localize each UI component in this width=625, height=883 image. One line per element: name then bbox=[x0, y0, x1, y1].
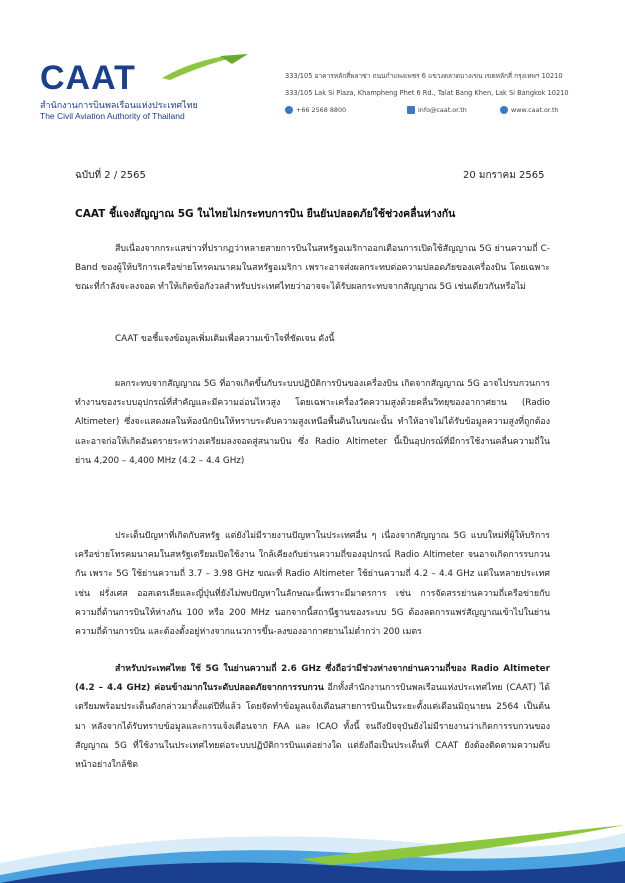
phone-contact bbox=[285, 106, 346, 114]
website-url: www.caat.or.th bbox=[511, 106, 559, 114]
logo-english-name: The Civil Aviation Authority of Thailand bbox=[40, 111, 185, 121]
paragraph-4: ประเด็นปัญหาที่เกิดกับสหรัฐ แต่ยังไม่มีรายงานปัญหาในประเทศอื่น ๆ เนื่องจากสัญญาณ 5G แบบใหม่ที่ผู้ให้บริการเครือข่ายโทรคมนาคมในสหรัฐเตรียมเปิดใช้งาน ใกล้เคียงกับย่านความถี่ของอุปกรณ์ Radio Altimeter จนอาจเกิดการรบกวนกัน เพราะ 5G ใช้ย่านความถี่ 3.7 – 3.98 GHz ขณะที่ Radio Altimeter ใช้ย่านความถี่ 4.2 – 4.4 GHz แต่ในหลายประเทศ เช่น ฝรั่งเศส ออสเตรเลียและญี่ปุ่นที่ยังไม่พบปัญหาในลักษณะนี้เพราะมีมาตรการ เช่น การจัดสรรย่านความถี่เครือข่ายกับความถี่ด้านการบินให้ห่างกัน 100 หรือ 200 MHz นอกจากนี้สถานีฐานของระบบ 5G ต้องลดการแพร่สัญญาณเข้าไปในย่านความถี่ด้านการบิน และต้องตั้งอยู่ห่างจากแนวการขึ้น-ลงของอากาศยานไม่ต่ำกว่า 200 เมตร bbox=[75, 531, 550, 638]
logo-wordmark: CAAT bbox=[40, 59, 136, 97]
phone-number: +66 2568 8800 bbox=[296, 106, 347, 114]
mail-icon bbox=[407, 106, 415, 114]
phone-icon bbox=[285, 106, 293, 114]
page-title: CAAT ชี้แจงสัญญาณ 5G ในไทยไม่กระทบการบิน ยืนยันปลอดภัยใช้ช่วงคลื่นห่างกัน bbox=[75, 208, 456, 220]
paragraph-5-rest: อีกทั้งสำนักงานการบินพลเรือนแห่งประเทศไทย (CAAT) ได้เตรียมพร้อมประเด็นดังกล่าวมาตั้งแต่ปีที่แล้ว โดยจัดทำข้อมูลแจ้งเตือนสายการบินเป็นระยะตั้งแต่เดือนมิถุนายน 2564 เป็นต้นมา หลังจากได้รับทราบข้อมูลและการแจ้งเตือนจาก FAA และ ICAO ทั้งนี้ จนถึงปัจจุบันยังไม่มีรายงานว่าเกิดการรบกวนของสัญญาณ 5G ที่ใช้งานในประเทศไทยต่อระบบปฏิบัติการบินแต่อย่างใด แต่ยังถือเป็นประเด็นที่ CAAT ยังต้องติดตามความคืบหน้าอย่างใกล้ชิด bbox=[75, 683, 550, 771]
contact-row bbox=[285, 106, 575, 118]
document-date: 20 มกราคม 2565 bbox=[463, 170, 545, 181]
footer-wave-decoration bbox=[0, 803, 625, 883]
paragraph-2: CAAT ขอชี้แจงข้อมูลเพิ่มเติมเพื่อความเข้าใจที่ชัดเจน ดังนี้ bbox=[115, 334, 335, 344]
swoosh-icon bbox=[160, 52, 250, 82]
caat-logo bbox=[40, 58, 260, 128]
website-contact bbox=[500, 106, 559, 114]
document-number: ฉบับที่ 2 / 2565 bbox=[75, 170, 146, 181]
logo-thai-name: สำนักงานการบินพลเรือนแห่งประเทศไทย bbox=[40, 101, 198, 111]
paragraph-1: สืบเนื่องจากกระแสข่าวที่ปรากฏว่าหลายสายการบินในสหรัฐอเมริกาออกเตือนการเปิดใช้สัญญาณ 5G ย่านความถี่ C-Band ของผู้ให้บริการเครือข่ายโทรคมนาคมในสหรัฐอเมริกา เพราะอาจส่งผลกระทบต่อความปลอดภัยของเครื่องบิน โดยเฉพาะขณะที่กำลังจะลงจอด ทำให้เกิดข้อกังวลสำหรับประเทศไทยว่าอาจจะได้รับผลกระทบจากสัญญาณ 5G เช่นเดียวกันหรือไม่ bbox=[75, 244, 550, 293]
email-contact bbox=[407, 106, 467, 114]
email-address: info@caat.or.th bbox=[418, 106, 467, 114]
paragraph-3: ผลกระทบจากสัญญาณ 5G ที่อาจเกิดขึ้นกับระบบปฏิบัติการบินของเครื่องบิน เกิดจากสัญญาณ 5G อาจไปรบกวนการทำงานของระบบอุปกรณ์ที่สำคัญและมีความอ่อนไหวสูง โดยเฉพาะเครื่องวัดความสูงด้วยคลื่นวิทยุของอากาศยาน (Radio Altimeter) ซึ่งจะแสดงผลในห้องนักบินให้ทราบระดับความสูงเหนือพื้นดินในขณะนั้น ทำให้อาจไม่ได้รับข้อมูลความสูงที่ถูกต้องและอาจก่อให้เกิดอันตรายระหว่างเตรียมลงจอดสู่สนามบิน ซึ่ง Radio Altimeter นี้เป็นอุปกรณ์ที่มีการใช้งานคลื่นความถี่ในย่าน 4,200 – 4,400 MHz (4.2 – 4.4 GHz) bbox=[75, 379, 550, 466]
paragraph-5 bbox=[75, 660, 550, 775]
globe-icon bbox=[500, 106, 508, 114]
address-thai: 333/105 อาคารหลักสี่พลาซ่า ถนนกำแพงเพชร 6 แขวงตลาดบางเขน เขตหลักสี่ กรุงเทพฯ 10210 bbox=[285, 72, 563, 80]
paragraph-5-bold: สำหรับประเทศไทย ใช้ 5G ในย่านความถี่ 2.6 GHz ซึ่งถือว่ามีช่วงห่างจากย่านความถี่ของ Radio Altimeter (4.2 – 4.4 GHz) ค่อนข้างมากในระดับปลอดภัยจากการรบกวน bbox=[75, 664, 550, 694]
address-english: 333/105 Lak Si Plaza, Khampheng Phet 6 Rd., Talat Bang Khen, Lak Si Bangkok 10210 bbox=[285, 89, 569, 97]
